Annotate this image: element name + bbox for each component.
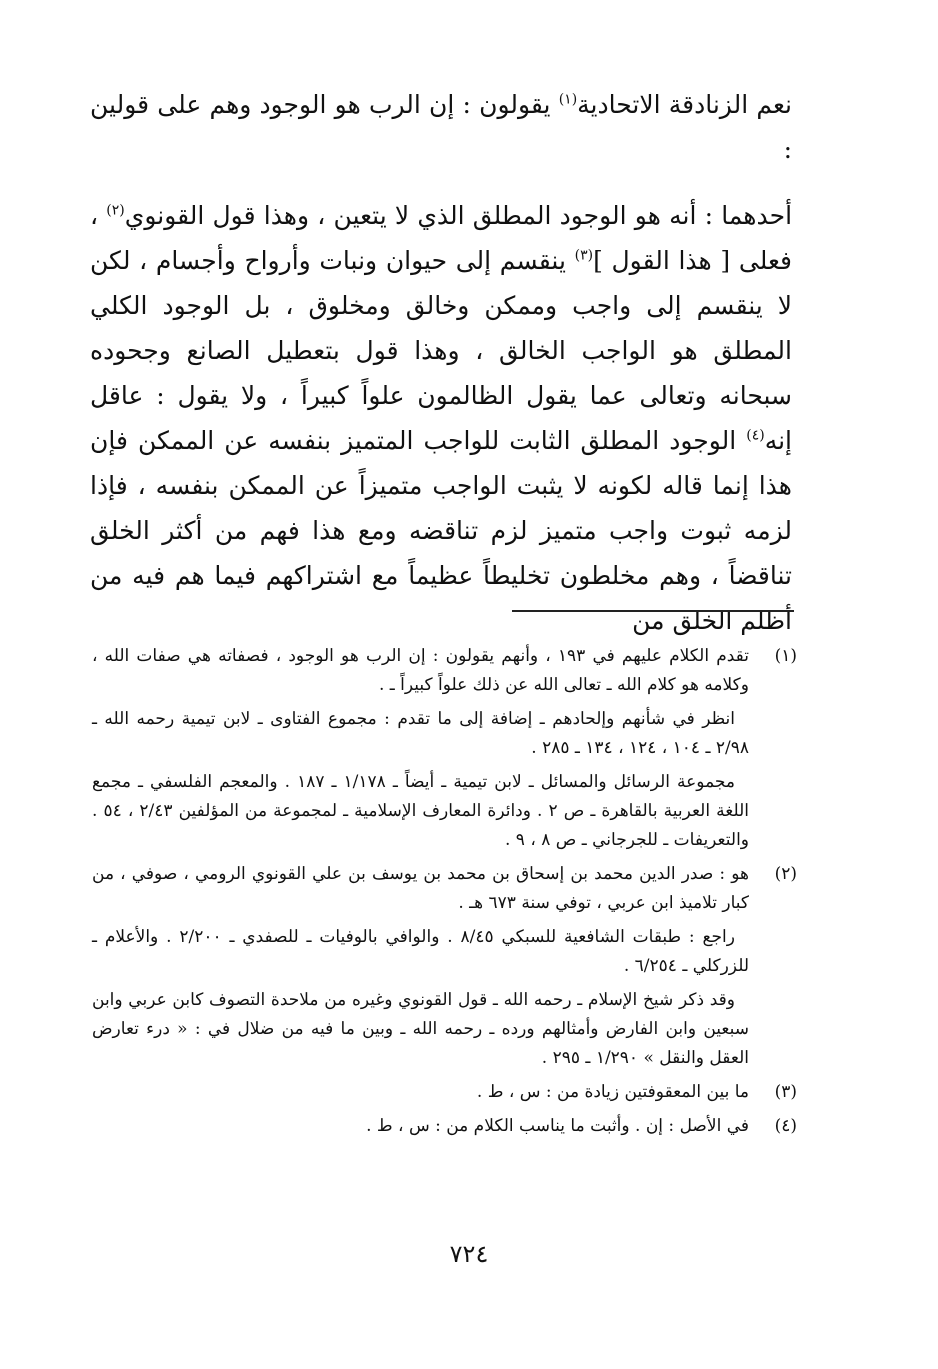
footnote-1 — [92, 642, 797, 855]
footnote-number: (٢) — [774, 864, 797, 884]
footnote-2 — [92, 860, 797, 1073]
footnote-number: (٤) — [774, 1116, 797, 1136]
footnote-4 — [92, 1112, 797, 1141]
footnote-paragraph: تقدم الكلام عليهم في ١٩٣ ، وأنهم يقولون : إن الرب هو الوجود ، فصفاته هي صفات الله ، وكلامه هو كلام الله ـ تعالى الله عن ذلك علواً كبيراً ـ . — [92, 646, 750, 695]
footnotes-section — [92, 642, 797, 1146]
main-paragraph-2 — [90, 193, 792, 643]
main-text-segment: ، فعلى [ هذا القول ] — [90, 201, 792, 275]
footnote-ref[interactable]: (٣) — [574, 247, 594, 264]
page-number: ٧٢٤ — [449, 1240, 489, 1268]
footnote-paragraph: ما بين المعقوفتين زيادة من : س ، ط . — [476, 1082, 749, 1102]
footnote-ref[interactable]: (٢) — [106, 202, 125, 219]
main-text-segment: يقولون : إن الرب هو الوجود وهم على قولين : — [90, 90, 792, 164]
main-text-segment: الوجود المطلق الثابت للواجب المتميز بنفسه عن الممكن فإن هذا إنما قاله لكونه لا يثبت الواجب متميزاً عن الممكن بنفسه ، فإذا لزمه ثبوت واجب متميز لزم تناقضه ومع هذا فهم من أكثر الخلق تناقضاً ، وهم مخلطون تخليطاً عظيماً مع اشتراكهم فيما هم فيه من أظلم الخلق من — [90, 426, 792, 635]
main-paragraph-1 — [90, 82, 792, 172]
footnote-paragraph: هو : صدر الدين محمد بن إسحاق بن محمد بن يوسف بن علي القونوي الرومي ، صوفي ، من كبار تلاميذ ابن عربي ، توفي سنة ٦٧٣ هـ . — [92, 864, 749, 913]
footnote-number: (٣) — [774, 1082, 797, 1102]
main-text-segment: ينقسم إلى حيوان ونبات وأرواح وأجسام ، لكن لا ينقسم إلى واجب وممكن وخالق ومخلوق ، بل الوجود الكلي المطلق هو الواجب الخالق ، وهذا قول بتعطيل الصانع وجحوده سبحانه وتعالى عما يقول الظالمون علواً كبيراً ، ولا يقول : عاقل إنه — [90, 246, 792, 455]
footnote-paragraph: في الأصل : إن . وأثبت ما يناسب الكلام من : س ، ط . — [366, 1116, 749, 1136]
footnote-3 — [92, 1078, 797, 1107]
main-text-segment: أحدهما : أنه هو الوجود المطلق الذي لا يتعين ، وهذا قول القونوي — [124, 201, 793, 230]
footnote-paragraph: وقد ذكر شيخ الإسلام ـ رحمه الله ـ قول القونوي وغيره من ملاحدة التصوف كابن عربي وابن سبعين وابن الفارض وأمثالهم ورده ـ رحمه الله ـ وبين ما فيه من ضلال في : « درء تعارض العقل والنقل » ١/٢٩٠ ـ ٢٩٥ . — [92, 990, 749, 1068]
footnote-separator-rule — [512, 610, 794, 612]
footnote-ref[interactable]: (١) — [558, 91, 578, 108]
footnote-paragraph: انظر في شأنهم وإلحادهم ـ إضافة إلى ما تقدم : مجموع الفتاوى ـ لابن تيمية رحمه الله ـ ٢/٩٨ ـ ١٠٤ ، ١٢٤ ، ١٣٤ ـ ٢٨٥ . — [92, 709, 749, 758]
footnote-number: (١) — [774, 646, 797, 666]
main-text-segment: نعم الزنادقة الاتحادية — [577, 90, 792, 119]
footnote-paragraph: مجموعة الرسائل والمسائل ـ لابن تيمية ـ أيضاً ـ ١/١٧٨ ـ ١٨٧ . والمعجم الفلسفي ـ مجمع اللغة العربية بالقاهرة ـ ص ٢ . ودائرة المعارف الإسلامية ـ لمجموعة من المؤلفين ٢/٤٣ ، ٥٤ . والتعريفات ـ للجرجاني ـ ص ٨ ، ٩ . — [92, 772, 750, 850]
footnote-ref[interactable]: (٤) — [746, 427, 765, 444]
footnote-paragraph: راجع : طبقات الشافعية للسبكي ٨/٤٥ . والوافي بالوفيات ـ للصفدي ـ ٢/٢٠٠ . والأعلام ـ للزركلي ـ ٦/٢٥٤ . — [92, 927, 749, 976]
